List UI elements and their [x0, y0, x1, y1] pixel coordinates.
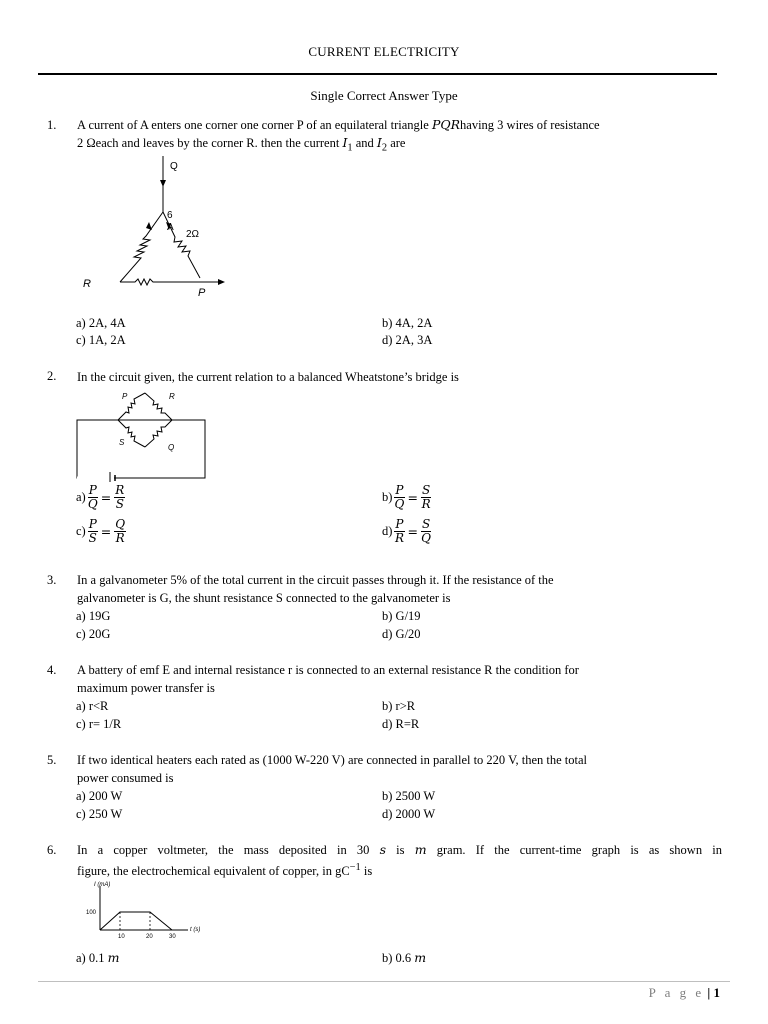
q6-superscript: −1: [349, 862, 361, 873]
q2-option-a-label: a): [76, 490, 86, 504]
page-footer: [649, 985, 720, 1001]
q3-option-b[interactable]: b) G/19: [382, 609, 421, 623]
numerator: S: [421, 517, 431, 531]
fraction: [421, 484, 431, 511]
denominator: R: [394, 531, 404, 545]
q1-option-d[interactable]: d) 2A, 3A: [382, 333, 433, 347]
graph-x-tick: 20: [146, 934, 153, 940]
q5-option-c[interactable]: c) 250 W: [76, 807, 123, 821]
question-4-text: [77, 661, 722, 697]
wheatstone-bridge-figure: [74, 387, 210, 482]
q6-text-part: is: [360, 864, 373, 879]
denominator: S: [115, 497, 124, 511]
equals-sign: =: [100, 490, 112, 505]
q6-unit-symbol: s: [379, 842, 386, 857]
q1-text-part: A current of A enters one corner one corner P of an equilateral triangle: [77, 118, 432, 132]
question-3-text: [77, 571, 722, 607]
q1-current-symbol: I: [376, 135, 382, 150]
numerator: P: [395, 483, 404, 497]
numerator: P: [88, 483, 97, 497]
q5-option-a[interactable]: a) 200 W: [76, 789, 123, 803]
question-6-text: [77, 841, 722, 880]
fraction: [88, 484, 98, 511]
q6-text-part: is: [385, 843, 415, 857]
q4-line: maximum power transfer is: [77, 681, 215, 695]
q1-text-part: are: [387, 136, 406, 150]
q6-option-a-symbol: m: [107, 950, 120, 965]
graph-y-axis-label: I (mA): [94, 882, 111, 888]
question-2-text: In the circuit given, the current relation to a balanced Wheatstone’s bridge is: [77, 370, 459, 384]
equals-sign: =: [407, 490, 418, 505]
question-3-number: 3.: [47, 573, 57, 587]
q6-option-b-text: b) 0.6: [382, 951, 415, 965]
document-title: CURRENT ELECTRICITY: [308, 44, 460, 59]
current-unit-label: A: [167, 222, 174, 233]
fraction: [394, 518, 404, 545]
q6-text-part: In a copper voltmeter, the mass deposited in 30: [77, 843, 380, 857]
q6-option-b-symbol: m: [414, 950, 427, 965]
denominator: R: [421, 497, 431, 511]
equals-sign: =: [100, 524, 112, 539]
q4-option-b[interactable]: b) r>R: [382, 699, 416, 713]
resistor-r-label: R: [169, 392, 175, 401]
page-separator: |: [707, 985, 711, 1000]
resistor-s-label: S: [119, 438, 125, 447]
q5-line: power consumed is: [77, 771, 174, 785]
denominator: Q: [87, 497, 98, 511]
header-divider: [38, 73, 717, 75]
q3-line: galvanometer is G, the shunt resistance S connected to the galvanometer is: [77, 591, 451, 605]
q4-option-c[interactable]: c) r= 1/R: [76, 717, 122, 731]
q1-current-symbol: I: [342, 135, 348, 150]
q3-option-a[interactable]: a) 19G: [76, 609, 111, 623]
question-1-number: 1.: [47, 118, 57, 132]
q6-option-a-text: a) 0.1: [76, 951, 108, 965]
question-4-number: 4.: [47, 663, 57, 677]
question-6-number: 6.: [47, 843, 57, 857]
graph-x-axis-label: t (s): [190, 927, 201, 933]
q1-triangle-name: PQR: [431, 117, 461, 132]
section-subtitle: Single Correct Answer Type: [310, 88, 458, 103]
triangle-circuit-figure: [70, 152, 250, 302]
q2-option-b-label: b): [382, 490, 393, 504]
numerator: P: [395, 517, 404, 531]
numerator: P: [88, 517, 97, 531]
denominator: S: [88, 531, 97, 545]
q2-option-c[interactable]: [76, 518, 126, 545]
fraction: [394, 484, 404, 511]
page-label: P a g e: [648, 985, 705, 1000]
numerator: S: [421, 483, 431, 497]
graph-y-tick: 100: [86, 910, 97, 916]
q6-text-part: gram. If the current-time graph is as shown in: [426, 843, 722, 857]
q2-option-d[interactable]: [382, 518, 431, 545]
node-q-label: Q: [170, 161, 178, 172]
q6-text-part: figure, the electrochemical equivalent of copper, in gC: [77, 864, 350, 879]
denominator: Q: [421, 531, 432, 545]
resistor-p-label: P: [122, 392, 128, 401]
q6-option-b[interactable]: [382, 949, 426, 967]
q1-current-subscript: 1: [347, 142, 353, 154]
current-time-graph: [78, 876, 218, 942]
q2-option-d-label: d): [382, 524, 393, 538]
footer-divider: [38, 981, 730, 982]
numerator: R: [115, 483, 125, 497]
graph-x-tick: 30: [169, 934, 176, 940]
q6-option-a[interactable]: [76, 949, 119, 967]
q5-option-b[interactable]: b) 2500 W: [382, 789, 436, 803]
q3-option-c[interactable]: c) 20G: [76, 627, 111, 641]
q4-option-d[interactable]: d) R=R: [382, 717, 420, 731]
q2-option-a[interactable]: [76, 484, 125, 511]
question-2-number: 2.: [47, 369, 57, 383]
resistor-q-label: Q: [168, 443, 175, 452]
q2-option-b[interactable]: [382, 484, 431, 511]
fraction: [88, 518, 98, 545]
q2-option-c-label: c): [76, 524, 86, 538]
q1-option-b[interactable]: b) 4A, 2A: [382, 316, 433, 330]
q1-option-c[interactable]: c) 1A, 2A: [76, 333, 126, 347]
q5-line: If two identical heaters each rated as (1000 W-220 V) are connected in parallel to 220 V, then the total: [77, 753, 588, 767]
q1-text-part: 2 Ωeach and leaves by the corner R. then the current: [77, 136, 343, 150]
q5-option-d[interactable]: d) 2000 W: [382, 807, 436, 821]
q1-option-a[interactable]: a) 2A, 4A: [76, 316, 126, 330]
q1-current-subscript: 2: [381, 142, 388, 154]
denominator: R: [115, 531, 125, 545]
question-5-number: 5.: [47, 753, 57, 767]
current-value-label: 6: [167, 210, 173, 221]
q4-option-a[interactable]: a) r<R: [76, 699, 109, 713]
q4-line: A battery of emf E and internal resistance r is connected to an external resistance R the condition for: [77, 663, 579, 677]
graph-x-tick: 10: [118, 934, 125, 940]
page-number: 1: [713, 985, 720, 1000]
node-r-label: R: [83, 278, 91, 290]
q3-line: In a galvanometer 5% of the total current in the circuit passes through it. If the resistance of the: [77, 573, 554, 587]
fraction: [114, 518, 126, 545]
q1-text-part: and: [352, 136, 377, 150]
denominator: Q: [394, 497, 405, 511]
numerator: Q: [115, 517, 126, 531]
fraction: [421, 518, 431, 545]
resistance-label: 2Ω: [186, 229, 200, 240]
q3-option-d[interactable]: d) G/20: [382, 627, 421, 641]
fraction: [114, 484, 125, 511]
q6-mass-symbol: m: [414, 842, 427, 857]
question-5-text: [77, 751, 722, 787]
node-p-label: P: [198, 287, 206, 299]
equals-sign: =: [407, 524, 418, 539]
q1-text-part: having 3 wires of resistance: [460, 118, 600, 132]
